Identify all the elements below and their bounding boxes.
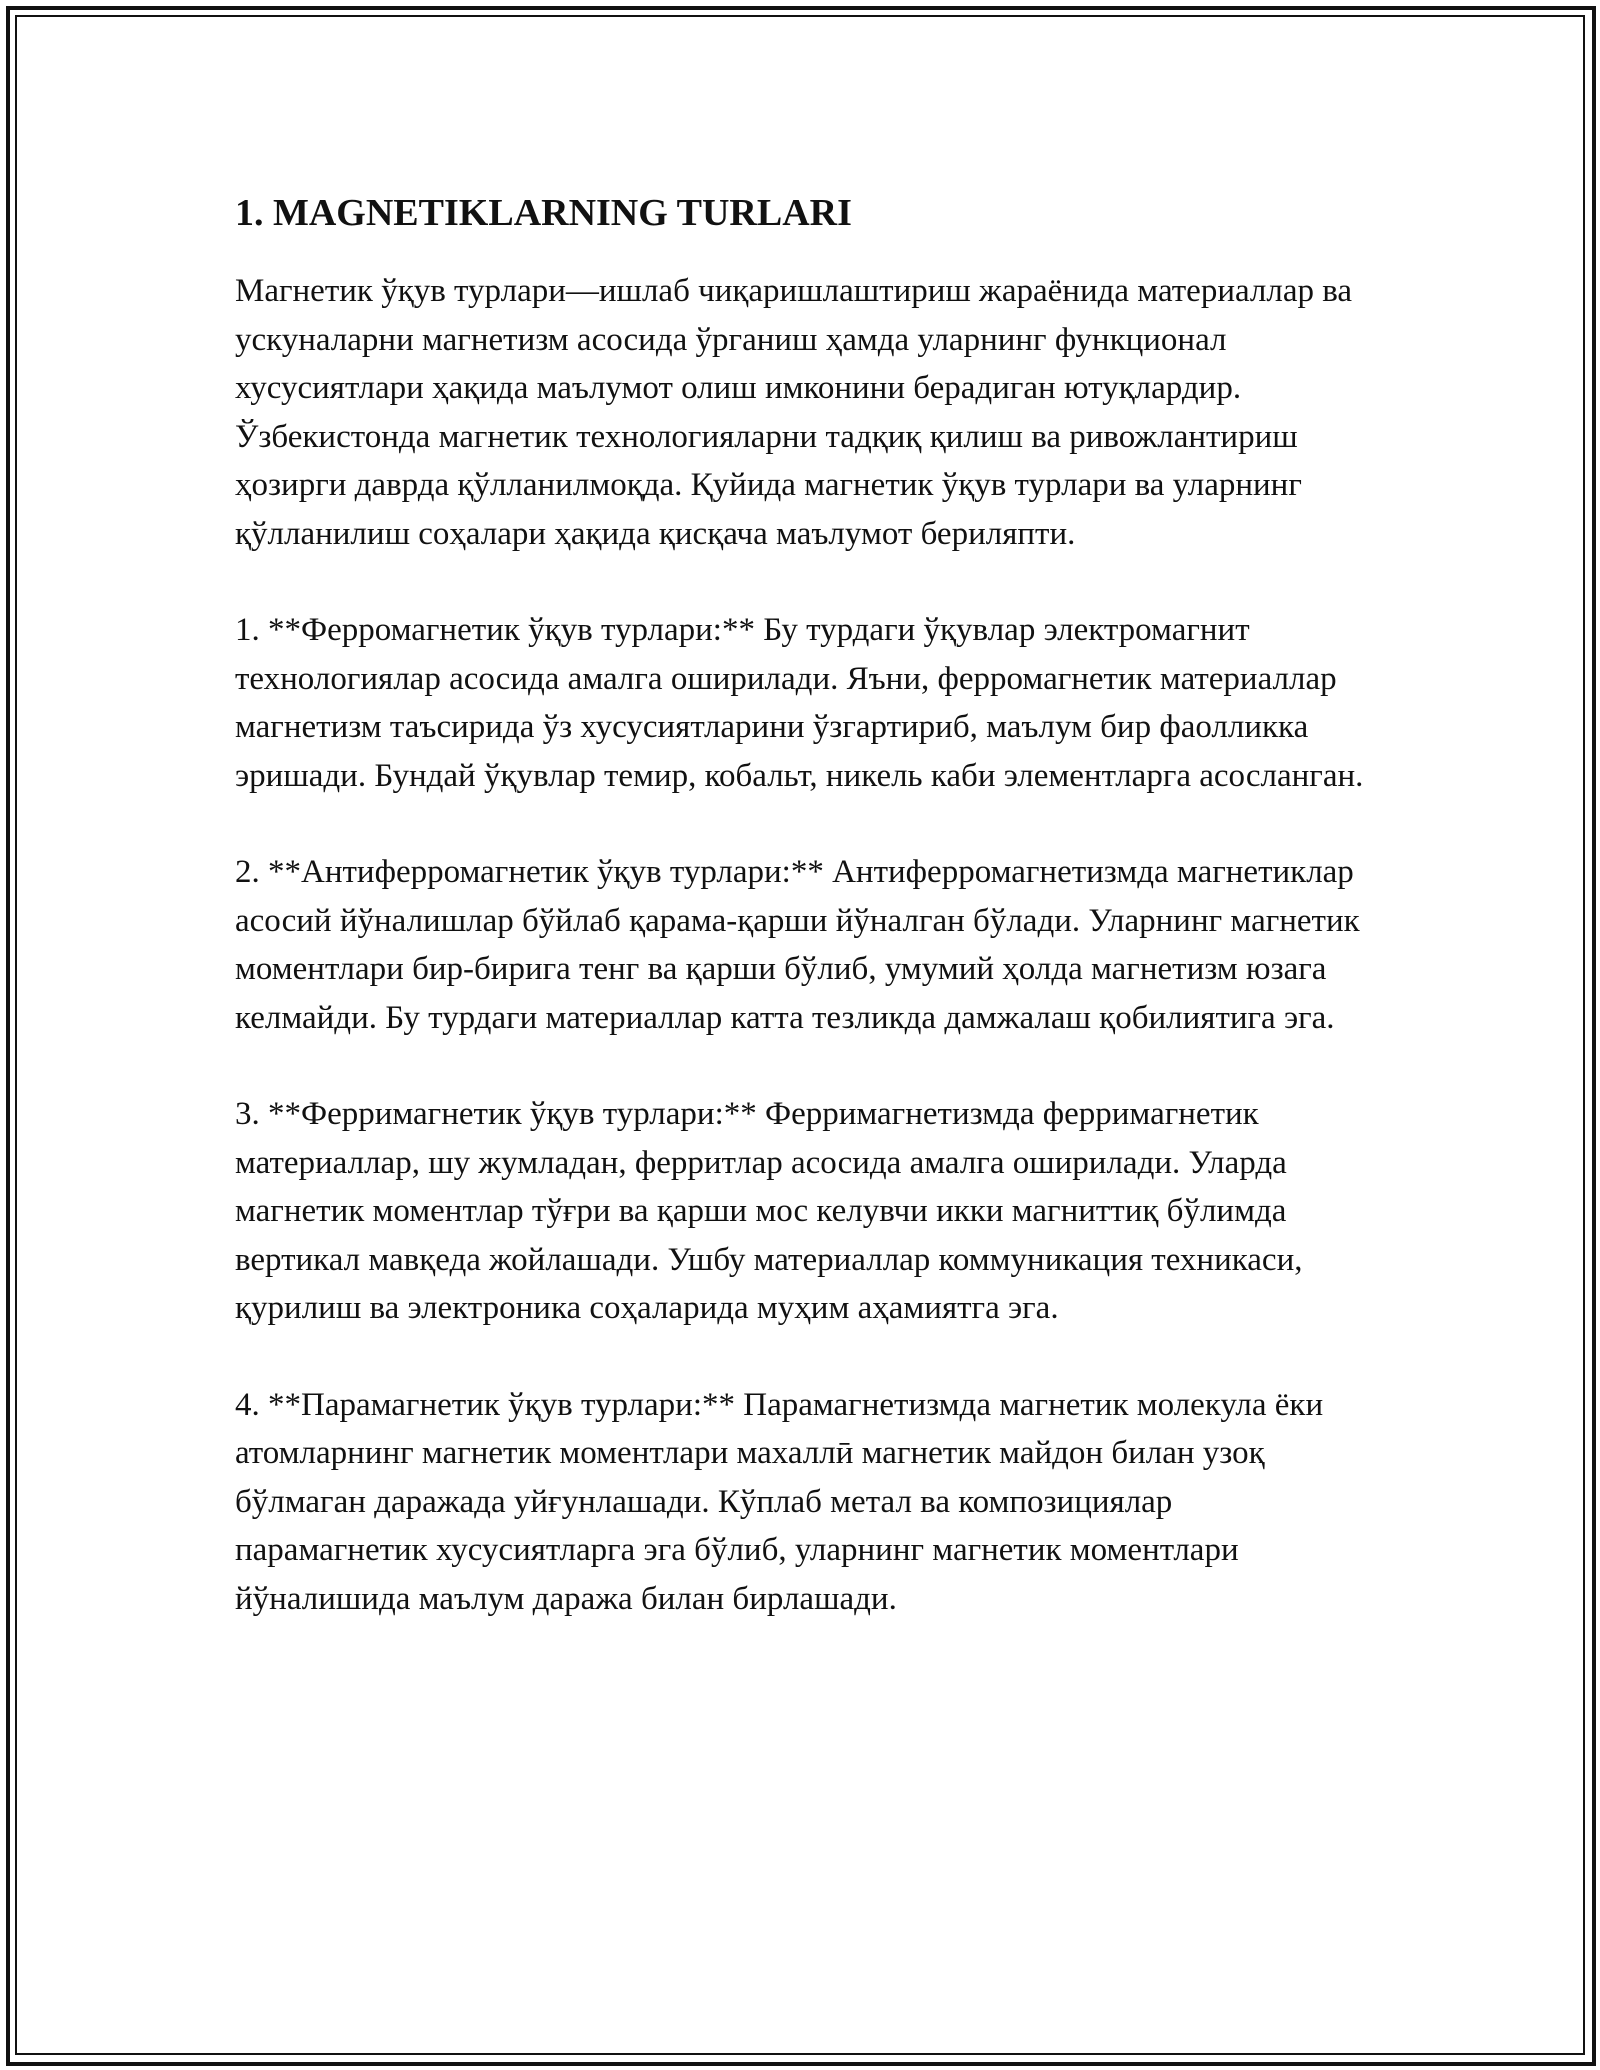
paramagnetic-paragraph: 4. **Парамагнетик ўқув турлари:** Парамагнетизмда магнетик молекула ёки атомларнинг магнетик моментлари махаллӣ магнетик майдон билан узоқ бўлмаган даражада уйғунлашади. Кўплаб метал ва композициялар парамагнетик хусусиятларга эга бўлиб, уларнинг магнетик моментлари йўналишида маълум даража билан бирлашади.: [235, 1386, 1324, 1617]
ferromagnetic-paragraph: 1. **Ферромагнетик ўқув турлари:** Бу турдаги ўқувлар электромагнит технологиялар асосида амалга оширилади. Яъни, ферромагнетик материаллар магнетизм таъсирида ўз хусусиятларини ўзгартириб, маълум бир фаолликка эришади. Бундай ўқувлар темир, кобальт, никель каби элементларга асосланган.: [235, 612, 1364, 794]
ferrimagnetic-paragraph: 3. **Ферримагнетик ўқув турлари:** Ферримагнетизмда ферримагнетик материаллар, шу жумладан, ферритлар асосида амалга оширилади. Уларда магнетик моментлар тўғри ва қарши мос келувчи икки магниттиқ бўлимда вертикал мавқеда жойлашади. Ушбу материаллар коммуникация техникаси, қурилиш ва электроника соҳаларида муҳим аҳамиятга эга.: [235, 1096, 1303, 1326]
antiferromagnetic-paragraph: 2. **Антиферромагнетик ўқув турлари:** Антиферромагнетизмда магнетиклар асосий йўналишлар бўйлаб қарама-қарши йўналган бўлади. Уларнинг магнетик моментлари бир-бирига тенг ва қарши бўлиб, умумий ҳолда магнетизм юзага келмайди. Бу турдаги материаллар катта тезликда дамжалаш қобилиятига эга.: [235, 854, 1360, 1036]
intro-paragraph: Магнетик ўқув турлари—ишлаб чиқаришлаштириш жараёнида материаллар ва ускуналарни магнетизм асосида ўрганиш ҳамда уларнинг функционал хусусиятлари ҳақида маълумот олиш имконини берадиган ютуқлардир. Ўзбекистонда магнетик технологияларни тадқиқ қилиш ва ривожлантириш ҳозирги даврда қўлланилмоқда. Қуйида магнетик ўқув турлари ва уларнинг қўлланилиш соҳалари ҳақида қисқача маълумот бериляпти.: [235, 273, 1353, 552]
document-body: [235, 185, 1365, 1671]
document-title: 1. MAGNETIKLARNING TURLARI: [235, 192, 852, 234]
